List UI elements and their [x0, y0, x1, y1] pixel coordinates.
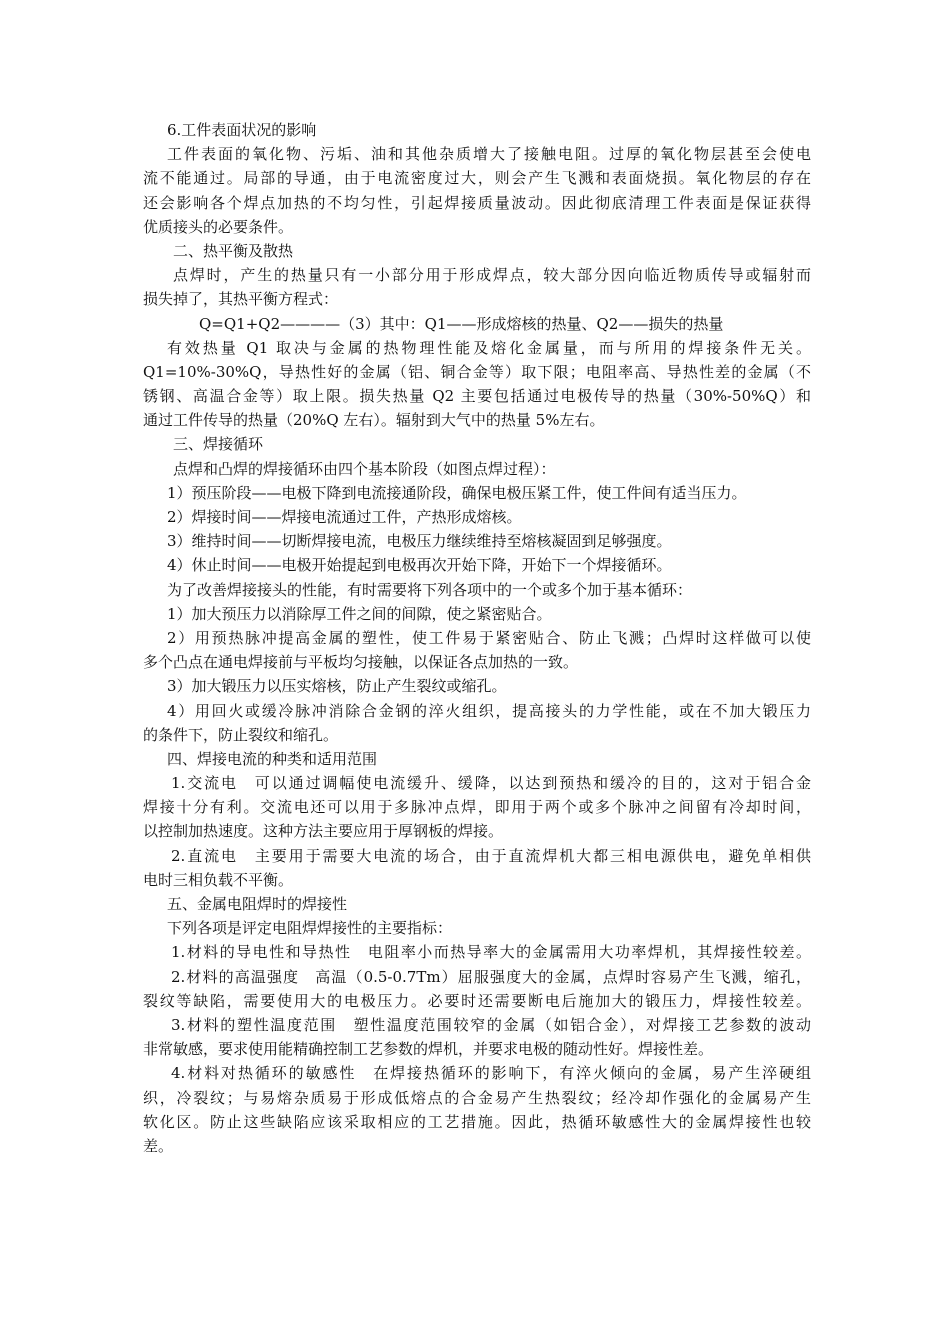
text-line: 4）用回火或缓冷脉冲消除合金钢的淬火组织，提高接头的力学性能，或在不加大锻压力 [167, 701, 811, 720]
text-line: 的条件下，防止裂纹和缩孔。 [143, 725, 339, 744]
text-line: 2.直流电 主要用于需要大电流的场合，由于直流焊机大都三相电源供电，避免单相供 [171, 846, 811, 865]
text-line: 2）用预热脉冲提高金属的塑性，使工件易于紧密贴合、防止飞溅；凸焊时这样做可以使 [167, 628, 811, 647]
text-line: 五、金属电阻焊时的焊接性 [167, 895, 348, 913]
text-line: 工件表面的氧化物、污垢、油和其他杂质增大了接触电阻。过厚的氧化物层甚至会使电 [167, 145, 811, 164]
text-line: 1）预压阶段——电极下降到电流接通阶段，确保电极压紧工件，使工件间有适当压力。 [167, 483, 747, 502]
text-line: 二、热平衡及散热 [173, 241, 294, 260]
text-line: 三、焊接循环 [173, 435, 264, 454]
text-line: 3.材料的塑性温度范围 塑性温度范围较窄的金属（如铝合金），对焊接工艺参数的波动 [171, 1015, 811, 1034]
text-line: 点焊时，产生的热量只有一小部分用于形成焊点，较大部分因向临近物质传导或辐射而 [173, 266, 811, 285]
text-line: 1）加大预压力以消除厚工件之间的间隙，使之紧密贴合。 [167, 604, 552, 623]
text-line: 还会影响各个焊点加热的不均匀性，引起焊接质量波动。因此彻底清理工件表面是保证获得 [143, 193, 811, 212]
text-line: 为了改善焊接接头的性能，有时需要将下列各项中的一个或多个加于基本循环： [167, 580, 693, 599]
text-line: 多个凸点在通电焊接前与平板均匀接触，以保证各点加热的一致。 [143, 653, 579, 672]
text-line: 裂纹等缺陷，需要使用大的电极压力。必要时还需要断电后施加大的锻压力，焊接性较差。 [143, 991, 811, 1010]
text-line: Q=Q1+Q2————（3）其中：Q1——形成熔核的热量、Q2——损失的热量 [199, 314, 724, 333]
text-line: 焊接十分有利。交流电还可以用于多脉冲点焊，即用于两个或多个脉冲之间留有冷却时间， [143, 798, 811, 817]
document-page [143, 118, 811, 1158]
text-line: 四、焊接电流的种类和适用范围 [167, 749, 378, 768]
text-line: 锈钢、高温合金等）取上限。损失热量 Q2 主要包括通过电极传导的热量（30%-50%Q）和 [143, 387, 811, 406]
text-line: Q1=10%-30%Q，导热性好的金属（铝、铜合金等）取下限；电阻率高、导热性差的金属（不 [143, 362, 811, 381]
text-line: 6.工件表面状况的影响 [167, 121, 317, 139]
text-line: 差。 [143, 1136, 174, 1155]
text-line: 点焊和凸焊的焊接循环由四个基本阶段（如图点焊过程）： [173, 459, 556, 478]
text-line: 2.材料的高温强度 高温（0.5-0.7Tm）屈服强度大的金属，点焊时容易产生飞溅，缩孔， [171, 967, 811, 986]
text-line: 织，冷裂纹；与易熔杂质易于形成低熔点的合金易产生热裂纹；经冷却作强化的金属易产生 [143, 1088, 811, 1107]
text-line: 有效热量 Q1 取决与金属的热物理性能及熔化金属量，而与所用的焊接条件无关。 [167, 338, 811, 357]
text-line: 以控制加热速度。这种方法主要应用于厚钢板的焊接。 [143, 822, 504, 841]
text-line: 优质接头的必要条件。 [143, 217, 294, 236]
text-line: 通过工件传导的热量（20%Q 左右）。辐射到大气中的热量 5%左右。 [143, 411, 605, 430]
text-line: 非常敏感，要求使用能精确控制工艺参数的焊机，并要求电极的随动性好。焊接性差。 [143, 1040, 714, 1059]
text-line: 3）加大锻压力以压实熔核，防止产生裂纹或缩孔。 [167, 677, 507, 696]
text-line: 1.材料的导电性和导热性 电阻率小而热导率大的金属需用大功率焊机，其焊接性较差。 [171, 943, 811, 962]
text-line: 2）焊接时间——焊接电流通过工件，产热形成熔核。 [167, 508, 522, 526]
text-line: 1.交流电 可以通过调幅使电流缓升、缓降，以达到预热和缓冷的目的，这对于铝合金 [171, 774, 811, 793]
text-line: 4）休止时间——电极开始提起到电极再次开始下降，开始下一个焊接循环。 [167, 556, 672, 575]
text-line: 软化区。防止这些缺陷应该采取相应的工艺措施。因此，热循环敏感性大的金属焊接性也较 [143, 1112, 811, 1131]
text-line: 电时三相负载不平衡。 [143, 870, 294, 889]
text-line: 4.材料对热循环的敏感性 在焊接热循环的影响下，有淬火倾向的金属，易产生淬硬组 [171, 1064, 811, 1083]
text-line: 流不能通过。局部的导通，由于电流密度过大，则会产生飞溅和表面烧损。氧化物层的存在 [143, 169, 811, 188]
text-line: 损失掉了，其热平衡方程式： [143, 290, 339, 309]
text-line: 下列各项是评定电阻焊焊接性的主要指标： [167, 919, 453, 938]
text-line: 3）维持时间——切断焊接电流，电极压力继续维持至熔核凝固到足够强度。 [167, 532, 672, 551]
